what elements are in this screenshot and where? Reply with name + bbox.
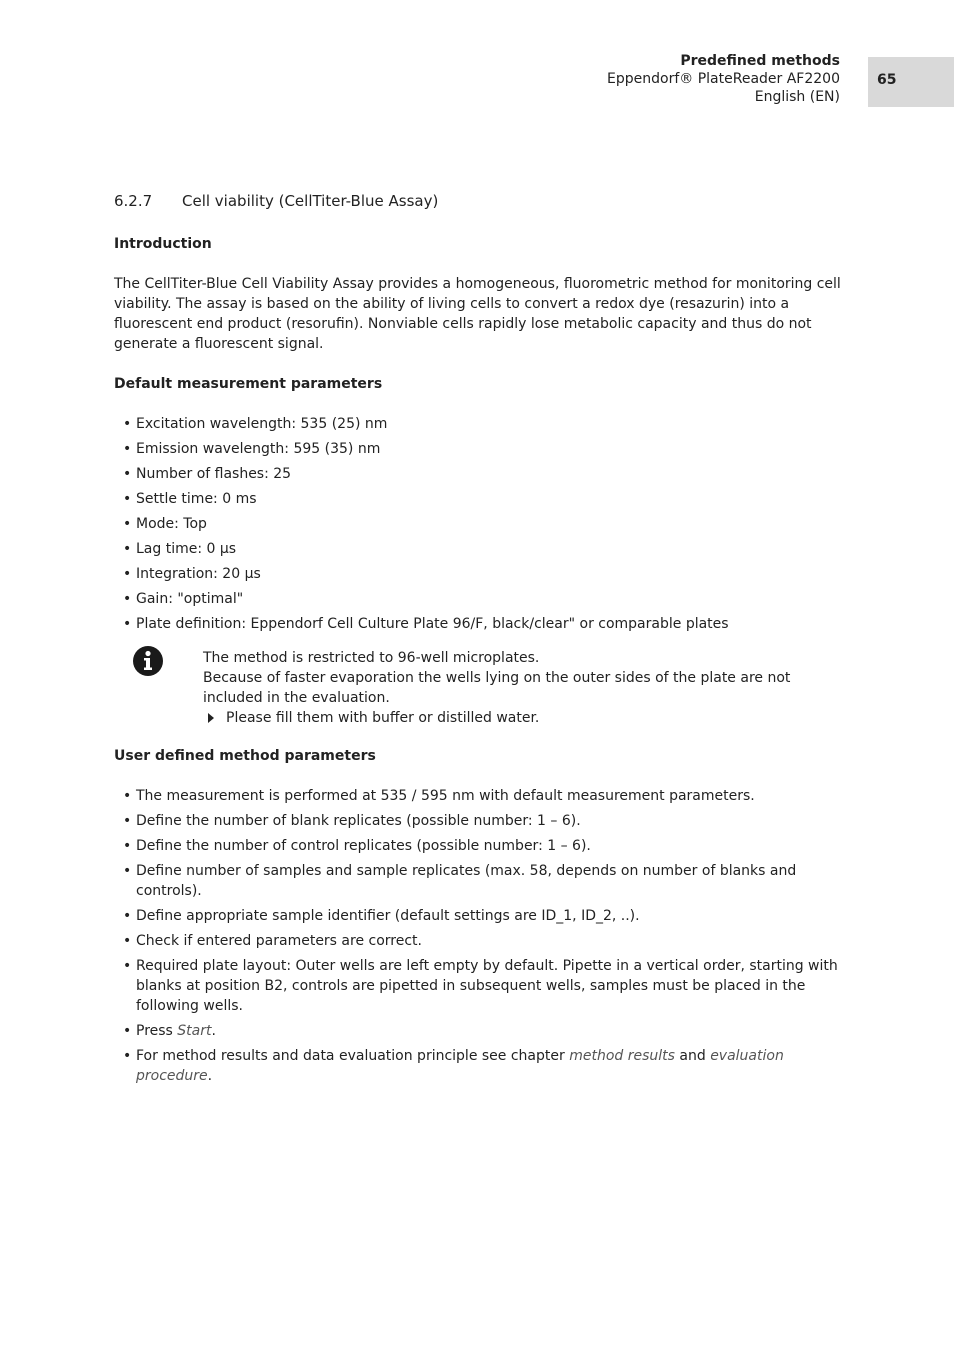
list-item: • Define the number of control replicates (possible number: 1 – 6). [114, 836, 844, 856]
list-item: • Gain: "optimal" [114, 589, 844, 609]
running-header [607, 52, 840, 106]
user-params-list [114, 786, 844, 1086]
user-params-heading: User defined method parameters [114, 748, 376, 764]
introduction-heading: Introduction [114, 236, 212, 252]
page-content [114, 190, 844, 1091]
press-prefix: Press [136, 1023, 178, 1039]
section-title: Cell viability (CellTiter-Blue Assay) [182, 192, 439, 210]
list-item: • Define the number of blank replicates (possible number: 1 – 6). [114, 811, 844, 831]
list-item: • The measurement is performed at 535 / 595 nm with default measurement parameters. [114, 786, 844, 806]
note-step-text: Please fill them with buffer or distilled water. [226, 710, 540, 726]
note-line-1: The method is restricted to 96-well microplates. [203, 650, 540, 666]
section-number: 6.2.7 [114, 192, 153, 210]
info-note [114, 648, 844, 728]
default-params-list [114, 414, 844, 634]
list-item: • Lag time: 0 µs [114, 539, 844, 559]
page-number: 65 [868, 57, 954, 107]
list-item: • Emission wavelength: 595 (35) nm [114, 439, 844, 459]
final-prefix: For method results and data evaluation principle see chapter [136, 1048, 570, 1064]
section-heading [114, 190, 844, 212]
list-item: • Excitation wavelength: 535 (25) nm [114, 414, 844, 434]
list-item-press-start [114, 1021, 844, 1041]
press-suffix: . [211, 1023, 216, 1039]
method-results-link[interactable]: method results [569, 1048, 675, 1064]
evaluation-procedure-link[interactable]: evaluation procedure [136, 1048, 784, 1084]
list-item: • Integration: 20 µs [114, 564, 844, 584]
introduction-text: The CellTiter-Blue Cell Viability Assay provides a homogeneous, fluorometric method for monitoring cell viability. The assay is based on the ability of living cells to convert a redox dye (resazurin) into a fluorescent end product (resorufin). Nonviable cells rapidly lose metabolic capacity and thus do not generate a fluorescent signal. [114, 276, 841, 352]
default-params-heading: Default measurement parameters [114, 376, 383, 392]
start-reference: Start [177, 1023, 212, 1039]
header-product: Eppendorf® PlateReader AF2200 [607, 71, 840, 87]
list-item: • Define appropriate sample identifier (default settings are ID_1, ID_2, ..). [114, 906, 844, 926]
list-item: • Required plate layout: Outer wells are left empty by default. Pipette in a vertical order, starting with blanks at position B2, controls are pipetted in subsequent wells, samples must be placed in the following wells. [114, 956, 844, 1016]
header-section-title: Predefined methods [680, 53, 840, 69]
final-mid: and [674, 1048, 711, 1064]
list-item: • Settle time: 0 ms [114, 489, 844, 509]
header-language: English (EN) [754, 89, 840, 105]
list-item: • Plate definition: Eppendorf Cell Culture Plate 96/F, black/clear" or comparable plates [114, 614, 844, 634]
arrow-right-icon [208, 713, 214, 723]
note-line-2: Because of faster evaporation the wells lying on the outer sides of the plate are not included in the evaluation. [203, 670, 791, 706]
list-item: • Define number of samples and sample replicates (max. 58, depends on number of blanks and controls). [114, 861, 844, 901]
list-item-references [114, 1046, 844, 1086]
note-step [203, 708, 844, 728]
list-item: • Check if entered parameters are correct. [114, 931, 844, 951]
list-item: • Mode: Top [114, 514, 844, 534]
final-suffix: . [207, 1068, 213, 1084]
info-icon [133, 646, 163, 676]
list-item: • Number of flashes: 25 [114, 464, 844, 484]
